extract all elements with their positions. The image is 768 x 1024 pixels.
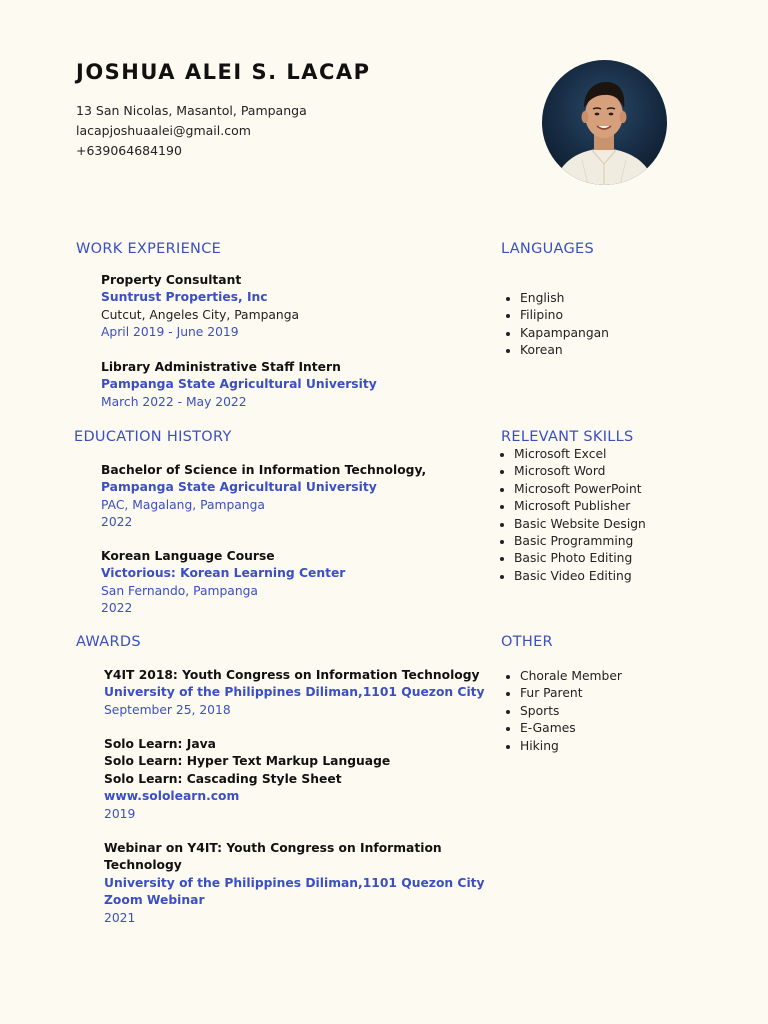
- education-location: San Fernando, Pampanga: [101, 583, 258, 598]
- award-org: Zoom Webinar: [104, 893, 205, 908]
- award-title: Webinar on Y4IT: Youth Congress on Information: [104, 841, 442, 855]
- section-title-awards: AWARDS: [76, 634, 141, 650]
- list-item: Basic Photo Editing: [496, 550, 646, 567]
- education-year: 2022: [101, 515, 133, 530]
- list-item: Fur Parent: [502, 685, 622, 702]
- skills-list: [496, 446, 646, 585]
- award-item-1: [104, 667, 485, 719]
- section-title-skills: RELEVANT SKILLS: [501, 429, 634, 445]
- section-title-other: OTHER: [501, 634, 553, 650]
- list-item: Microsoft Publisher: [496, 498, 646, 515]
- award-org: University of the Philippines Diliman,1101 Quezon City: [104, 875, 485, 890]
- work-org: Suntrust Properties, Inc: [101, 290, 268, 305]
- phone: +639064684190: [76, 143, 182, 158]
- award-title: Y4IT 2018: Youth Congress on Information Technology: [104, 668, 480, 682]
- list-item: Chorale Member: [502, 668, 622, 685]
- list-item: Hiking: [502, 738, 622, 755]
- work-item-2: [101, 359, 377, 411]
- award-link[interactable]: www.sololearn.com: [104, 789, 240, 804]
- work-item-1: [101, 272, 299, 342]
- work-location: Cutcut, Angeles City, Pampanga: [101, 307, 300, 322]
- education-location: PAC, Magalang, Pampanga: [101, 497, 265, 512]
- award-org: University of the Philippines Diliman,1101 Quezon City: [104, 685, 485, 700]
- list-item: Basic Website Design: [496, 516, 646, 533]
- list-item: Sports: [502, 703, 622, 720]
- education-item-2: [101, 548, 345, 618]
- languages-list: [502, 290, 609, 360]
- list-item: Basic Video Editing: [496, 568, 646, 585]
- work-dates: April 2019 - June 2019: [101, 325, 239, 340]
- award-title: Solo Learn: Cascading Style Sheet: [104, 771, 342, 786]
- award-date: 2021: [104, 910, 136, 925]
- award-date: September 25, 2018: [104, 702, 231, 717]
- education-degree: Bachelor of Science in Information Technology,: [101, 463, 427, 477]
- education-degree: Korean Language Course: [101, 549, 275, 563]
- education-school: Pampanga State Agricultural University: [101, 480, 377, 495]
- work-org: Pampanga State Agricultural University: [101, 377, 377, 392]
- education-school: Victorious: Korean Learning Center: [101, 566, 346, 581]
- award-item-3: [104, 840, 485, 927]
- person-portrait-icon: [542, 60, 667, 185]
- list-item: Microsoft Excel: [496, 446, 646, 463]
- award-title: Solo Learn: Java: [104, 737, 216, 751]
- resume-name: JOSHUA ALEI S. LACAP: [76, 60, 371, 84]
- list-item: E-Games: [502, 720, 622, 737]
- education-item-1: [101, 462, 426, 532]
- section-title-languages: LANGUAGES: [501, 241, 594, 257]
- list-item: Kapampangan: [502, 325, 609, 342]
- list-item: Filipino: [502, 307, 609, 324]
- section-title-work: WORK EXPERIENCE: [76, 241, 222, 257]
- section-title-education: EDUCATION HISTORY: [74, 429, 232, 445]
- work-role: Property Consultant: [101, 273, 242, 287]
- list-item: English: [502, 290, 609, 307]
- award-title: Technology: [104, 858, 182, 873]
- contact-info: [76, 101, 307, 161]
- address: 13 San Nicolas, Masantol, Pampanga: [76, 103, 307, 118]
- email: lacapjoshuaalei@gmail.com: [76, 123, 251, 138]
- award-item-2: [104, 736, 390, 823]
- other-list: [502, 668, 622, 755]
- profile-photo: [542, 60, 667, 185]
- list-item: Korean: [502, 342, 609, 359]
- education-year: 2022: [101, 601, 133, 616]
- award-title: Solo Learn: Hyper Text Markup Language: [104, 754, 391, 769]
- list-item: Microsoft Word: [496, 463, 646, 480]
- work-dates: March 2022 - May 2022: [101, 394, 247, 409]
- work-role: Library Administrative Staff Intern: [101, 360, 341, 374]
- list-item: Microsoft PowerPoint: [496, 481, 646, 498]
- award-date: 2019: [104, 806, 136, 821]
- list-item: Basic Programming: [496, 533, 646, 550]
